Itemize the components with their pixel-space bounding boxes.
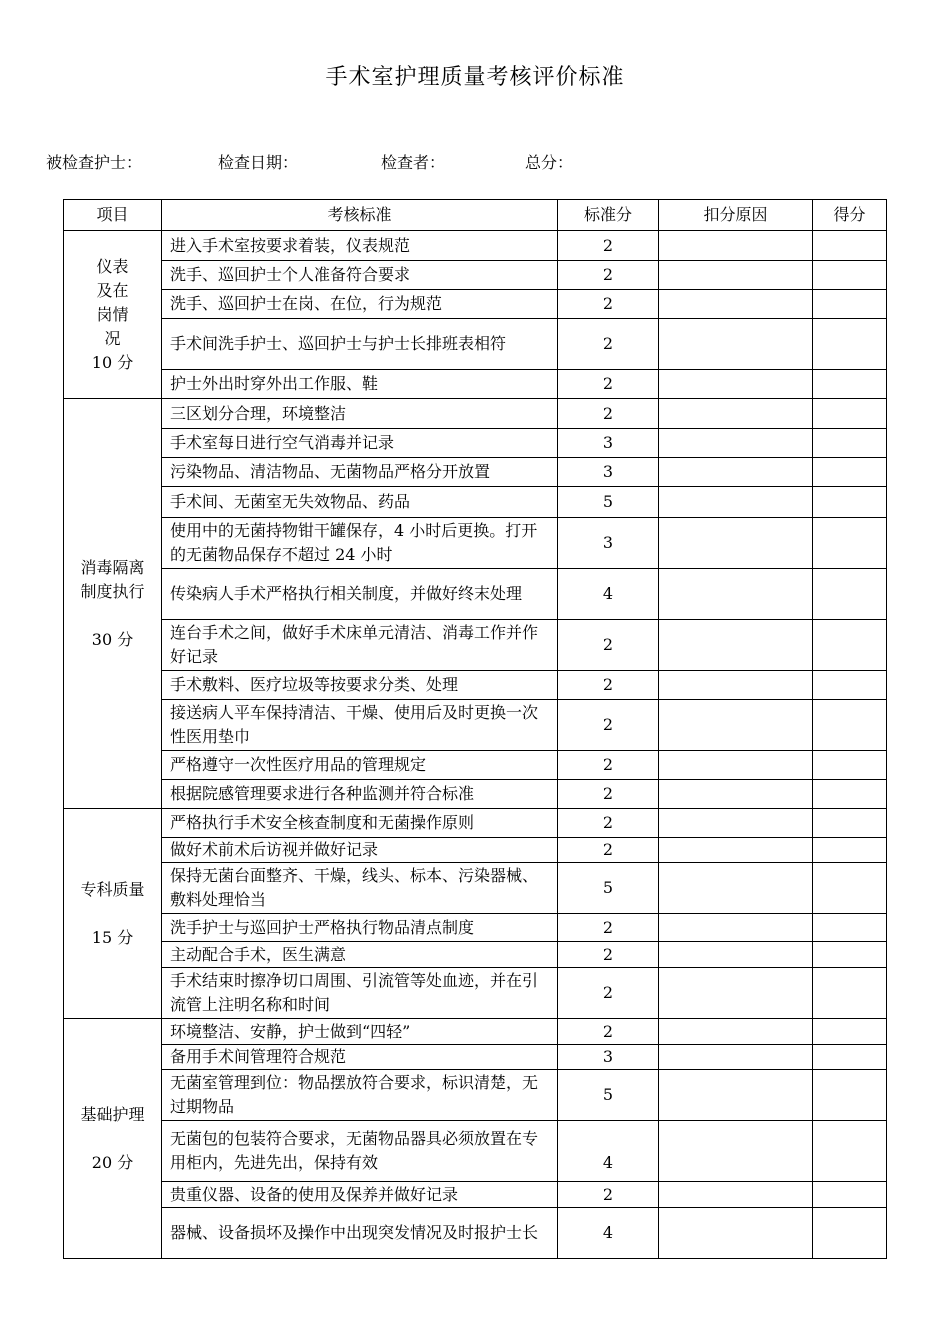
score-cell[interactable] [813, 780, 887, 809]
score-cell[interactable] [813, 1070, 887, 1121]
score-cell[interactable] [813, 1045, 887, 1070]
deduction-reason-cell[interactable] [659, 751, 813, 780]
criterion-cell: 无菌包的包装符合要求，无菌物品器具必须放置在专用柜内，先进先出，保持有效 [162, 1121, 558, 1182]
deduction-reason-cell[interactable] [659, 399, 813, 429]
score-cell[interactable] [813, 700, 887, 751]
score-cell[interactable] [813, 231, 887, 261]
criterion-cell: 主动配合手术，医生满意 [162, 942, 558, 968]
table-row [64, 290, 887, 319]
category-cell [64, 399, 162, 809]
score-cell[interactable] [813, 809, 887, 838]
standard-score-cell: 5 [558, 863, 659, 914]
header-standard-score: 标准分 [558, 200, 659, 231]
inspector-label: 检查者： [381, 153, 446, 172]
standard-score-cell: 5 [558, 487, 659, 518]
deduction-reason-cell[interactable] [659, 518, 813, 569]
criterion-cell: 环境整洁、安静，护士做到“四轻” [162, 1019, 558, 1045]
standard-score-cell: 2 [558, 620, 659, 671]
score-cell[interactable] [813, 399, 887, 429]
category-cell [64, 809, 162, 1019]
criterion-cell: 备用手术间管理符合规范 [162, 1045, 558, 1070]
standard-score-cell: 2 [558, 370, 659, 399]
table-row [64, 569, 887, 620]
criterion-cell: 无菌室管理到位：物品摆放符合要求，标识清楚，无过期物品 [162, 1070, 558, 1121]
deduction-reason-cell[interactable] [659, 809, 813, 838]
table-row [64, 458, 887, 487]
table-row [64, 968, 887, 1019]
deduction-reason-cell[interactable] [659, 914, 813, 942]
score-cell[interactable] [813, 968, 887, 1019]
standard-score-cell: 2 [558, 809, 659, 838]
criterion-cell: 严格遵守一次性医疗用品的管理规定 [162, 751, 558, 780]
score-cell[interactable] [813, 261, 887, 290]
standard-score-cell: 2 [558, 399, 659, 429]
standard-score-cell: 4 [558, 569, 659, 620]
score-cell[interactable] [813, 518, 887, 569]
table-row [64, 370, 887, 399]
deduction-reason-cell[interactable] [659, 1182, 813, 1208]
total-label: 总分： [525, 153, 574, 172]
table-row [64, 751, 887, 780]
standard-score-cell: 3 [558, 458, 659, 487]
score-cell[interactable] [813, 319, 887, 370]
deduction-reason-cell[interactable] [659, 231, 813, 261]
deduction-reason-cell[interactable] [659, 700, 813, 751]
criterion-cell: 三区划分合理，环境整洁 [162, 399, 558, 429]
table-row [64, 1121, 887, 1182]
table-row [64, 1019, 887, 1045]
deduction-reason-cell[interactable] [659, 780, 813, 809]
score-cell[interactable] [813, 1208, 887, 1259]
criterion-cell: 做好术前术后访视并做好记录 [162, 838, 558, 863]
page-title: 手术室护理质量考核评价标准 [325, 65, 625, 90]
score-cell[interactable] [813, 863, 887, 914]
deduction-reason-cell[interactable] [659, 838, 813, 863]
header-criterion: 考核标准 [162, 200, 558, 231]
table-row [64, 700, 887, 751]
score-cell[interactable] [813, 1019, 887, 1045]
standard-score-cell: 3 [558, 518, 659, 569]
date-label: 检查日期： [218, 153, 299, 172]
score-cell[interactable] [813, 1121, 887, 1182]
criterion-cell: 连台手术之间，做好手术床单元清洁、消毒工作并作好记录 [162, 620, 558, 671]
table-row [64, 914, 887, 942]
standard-score-cell: 3 [558, 429, 659, 458]
criterion-cell: 洗手、巡回护士在岗、在位，行为规范 [162, 290, 558, 319]
standard-score-cell: 2 [558, 838, 659, 863]
table-row [64, 319, 887, 370]
table-row [64, 780, 887, 809]
table-row [64, 1070, 887, 1121]
score-cell[interactable] [813, 914, 887, 942]
table-row [64, 863, 887, 914]
table-row [64, 838, 887, 863]
table-row [64, 399, 887, 429]
criterion-cell: 手术敷料、医疗垃圾等按要求分类、处理 [162, 671, 558, 700]
deduction-reason-cell[interactable] [659, 620, 813, 671]
standard-score-cell: 2 [558, 700, 659, 751]
criterion-cell: 严格执行手术安全核查制度和无菌操作原则 [162, 809, 558, 838]
score-cell[interactable] [813, 942, 887, 968]
deduction-reason-cell[interactable] [659, 863, 813, 914]
standard-score-cell: 2 [558, 1182, 659, 1208]
criterion-cell: 保持无菌台面整齐、干燥，线头、标本、污染器械、敷料处理恰当 [162, 863, 558, 914]
category-label: 专科质量 15 分 [80, 879, 145, 947]
table-row [64, 261, 887, 290]
standard-score-cell: 3 [558, 1045, 659, 1070]
deduction-reason-cell[interactable] [659, 290, 813, 319]
deduction-reason-cell[interactable] [659, 1019, 813, 1045]
deduction-reason-cell[interactable] [659, 370, 813, 399]
standard-score-cell: 2 [558, 231, 659, 261]
criterion-cell: 传染病人手术严格执行相关制度，并做好终末处理 [162, 569, 558, 620]
score-cell[interactable] [813, 620, 887, 671]
standard-score-cell: 2 [558, 914, 659, 942]
criterion-cell: 手术室每日进行空气消毒并记录 [162, 429, 558, 458]
standard-score-cell: 2 [558, 968, 659, 1019]
criterion-cell: 手术间、无菌室无失效物品、药品 [162, 487, 558, 518]
standard-score-cell: 2 [558, 751, 659, 780]
score-cell[interactable] [813, 458, 887, 487]
category-cell [64, 1019, 162, 1259]
standard-score-cell: 2 [558, 261, 659, 290]
header-score: 得分 [813, 200, 887, 231]
nurse-label: 被检查护士： [46, 153, 143, 172]
deduction-reason-cell[interactable] [659, 458, 813, 487]
category-label: 仪表 及在 岗情 况 10 分 [91, 256, 134, 372]
table-row [64, 809, 887, 838]
table-body [64, 231, 887, 1259]
criterion-cell: 洗手护士与巡回护士严格执行物品清点制度 [162, 914, 558, 942]
criterion-cell: 护士外出时穿外出工作服、鞋 [162, 370, 558, 399]
table-row [64, 429, 887, 458]
table-row [64, 487, 887, 518]
category-label: 基础护理 20 分 [80, 1104, 145, 1172]
table-row [64, 518, 887, 569]
score-cell[interactable] [813, 838, 887, 863]
deduction-reason-cell[interactable] [659, 569, 813, 620]
score-cell[interactable] [813, 290, 887, 319]
deduction-reason-cell[interactable] [659, 1208, 813, 1259]
deduction-reason-cell[interactable] [659, 261, 813, 290]
criterion-cell: 根据院感管理要求进行各种监测并符合标准 [162, 780, 558, 809]
table-row [64, 620, 887, 671]
criterion-cell: 器械、设备损坏及操作中出现突发情况及时报护士长 [162, 1208, 558, 1259]
score-cell[interactable] [813, 751, 887, 780]
criterion-cell: 手术间洗手护士、巡回护士与护士长排班表相符 [162, 319, 558, 370]
table-row [64, 942, 887, 968]
standard-score-cell: 2 [558, 319, 659, 370]
deduction-reason-cell[interactable] [659, 671, 813, 700]
deduction-reason-cell[interactable] [659, 968, 813, 1019]
deduction-reason-cell[interactable] [659, 319, 813, 370]
table-row [64, 231, 887, 261]
standard-score-cell: 2 [558, 290, 659, 319]
deduction-reason-cell[interactable] [659, 1070, 813, 1121]
table-row [64, 1208, 887, 1259]
criterion-cell: 污染物品、清洁物品、无菌物品严格分开放置 [162, 458, 558, 487]
table-header-row [64, 200, 887, 231]
deduction-reason-cell[interactable] [659, 942, 813, 968]
score-cell[interactable] [813, 671, 887, 700]
standard-score-cell: 5 [558, 1070, 659, 1121]
table-row [64, 671, 887, 700]
standard-score-cell: 2 [558, 671, 659, 700]
criterion-cell: 接送病人平车保持清洁、干燥、使用后及时更换一次性医用垫巾 [162, 700, 558, 751]
score-cell[interactable] [813, 569, 887, 620]
header-deduction-reason: 扣分原因 [659, 200, 813, 231]
standard-score-cell: 2 [558, 1019, 659, 1045]
criterion-cell: 贵重仪器、设备的使用及保养并做好记录 [162, 1182, 558, 1208]
score-cell[interactable] [813, 487, 887, 518]
criterion-cell: 进入手术室按要求着装，仪表规范 [162, 231, 558, 261]
category-cell [64, 231, 162, 399]
evaluation-table [63, 199, 887, 1259]
deduction-reason-cell[interactable] [659, 1121, 813, 1182]
standard-score-cell: 2 [558, 780, 659, 809]
score-cell[interactable] [813, 370, 887, 399]
criterion-cell: 手术结束时擦净切口周围、引流管等处血迹，并在引流管上注明名称和时间 [162, 968, 558, 1019]
deduction-reason-cell[interactable] [659, 429, 813, 458]
standard-score-cell: 4 [558, 1208, 659, 1259]
deduction-reason-cell[interactable] [659, 487, 813, 518]
criterion-cell: 洗手、巡回护士个人准备符合要求 [162, 261, 558, 290]
score-cell[interactable] [813, 1182, 887, 1208]
standard-score-cell: 4 [558, 1121, 659, 1182]
score-cell[interactable] [813, 429, 887, 458]
category-label: 消毒隔离 制度执行 30 分 [80, 557, 145, 649]
criterion-cell: 使用中的无菌持物钳干罐保存，4 小时后更换。打开的无菌物品保存不超过 24 小时 [162, 518, 558, 569]
deduction-reason-cell[interactable] [659, 1045, 813, 1070]
standard-score-cell: 2 [558, 942, 659, 968]
table-row [64, 1182, 887, 1208]
table-row [64, 1045, 887, 1070]
header-category: 项目 [64, 200, 162, 231]
